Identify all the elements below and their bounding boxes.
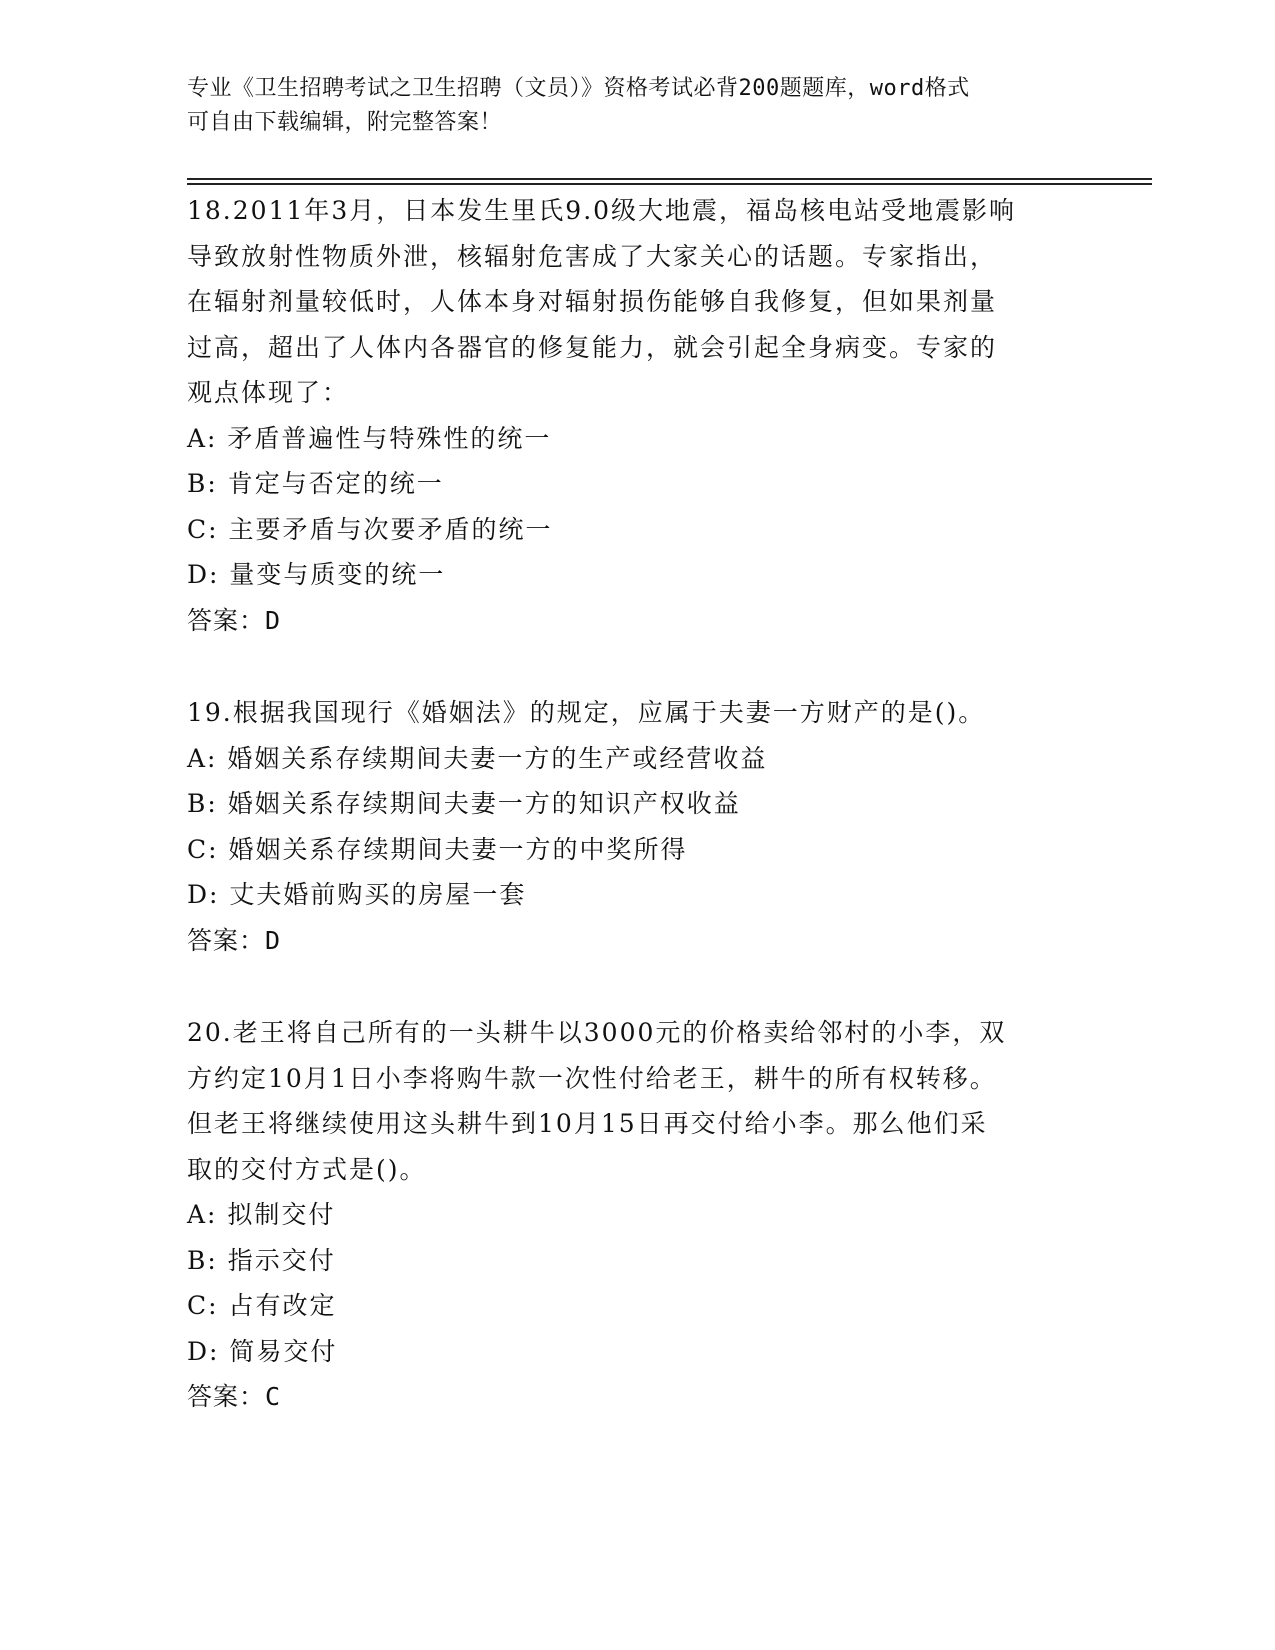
question-spacer (187, 963, 1087, 1010)
header-divider-top (187, 178, 1152, 180)
question-spacer (187, 643, 1087, 690)
header-divider-bottom (187, 183, 1152, 185)
option-c: C: 主要矛盾与次要矛盾的统一 (187, 514, 553, 544)
question-18 (187, 188, 1087, 643)
question-list (187, 188, 1087, 1420)
option-a: A: 矛盾普遍性与特殊性的统一 (187, 423, 552, 453)
header-line-1: 专业《卫生招聘考试之卫生招聘（文员）》资格考试必背200题题库，word格式 (187, 76, 970, 101)
option-c: C: 占有改定 (187, 1291, 337, 1320)
header-line-2: 可自由下载编辑，附完整答案！ (187, 110, 503, 135)
option-d: D: 量变与质变的统一 (187, 560, 446, 589)
question-stem-line: 过高，超出了人体内各器官的修复能力，就会引起全身病变。专家的 (187, 332, 998, 362)
option-a: A: 拟制交付 (187, 1200, 336, 1229)
question-20 (187, 1010, 1087, 1420)
question-stem-line: 20.老王将自己所有的一头耕牛以3000元的价格卖给邻村的小李，双 (187, 1018, 1007, 1047)
option-d: D: 简易交付 (187, 1336, 338, 1366)
option-b: B: 肯定与否定的统一 (187, 469, 444, 498)
answer-line: 答案：D (187, 605, 282, 635)
option-a: A: 婚姻关系存续期间夫妻一方的生产或经营收益 (187, 743, 768, 773)
question-stem-line: 18.2011年3月，日本发生里氏9.0级大地震，福岛核电站受地震影响 (187, 196, 1017, 225)
answer-line: 答案：C (187, 1382, 282, 1411)
question-19 (187, 690, 1087, 963)
question-stem-line: 在辐射剂量较低时，人体本身对辐射损伤能够自我修复，但如果剂量 (187, 287, 998, 316)
question-stem-line: 19.根据我国现行《婚姻法》的规定，应属于夫妻一方财产的是()。 (187, 698, 986, 727)
question-stem-line: 导致放射性物质外泄，核辐射危害成了大家关心的话题。专家指出， (187, 241, 998, 271)
option-b: B: 婚姻关系存续期间夫妻一方的知识产权收益 (187, 789, 741, 818)
option-b: B: 指示交付 (187, 1245, 336, 1275)
document-header (187, 72, 1067, 140)
option-c: C: 婚姻关系存续期间夫妻一方的中奖所得 (187, 834, 688, 864)
question-stem-line: 但老王将继续使用这头耕牛到10月15日再交付给小李。那么他们采 (187, 1109, 988, 1138)
answer-line: 答案：D (187, 925, 282, 955)
question-stem-line: 观点体现了： (187, 378, 350, 407)
question-stem-line: 方约定10月1日小李将购牛款一次性付给老王，耕牛的所有权转移。 (187, 1063, 997, 1093)
question-stem-line: 取的交付方式是()。 (187, 1154, 427, 1184)
option-d: D: 丈夫婚前购买的房屋一套 (187, 880, 527, 909)
